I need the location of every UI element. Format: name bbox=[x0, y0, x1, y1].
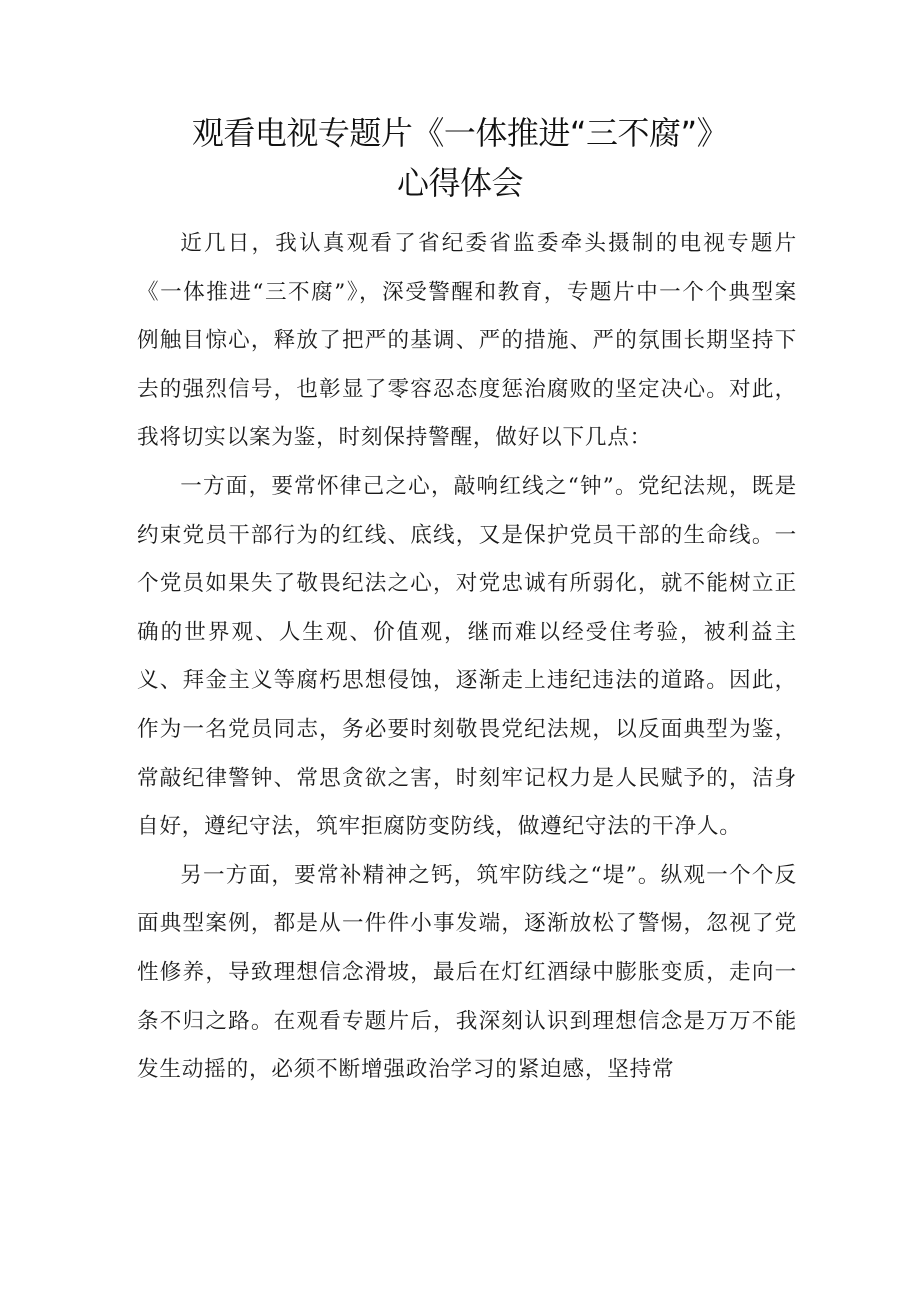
document-body bbox=[137, 220, 797, 1095]
paragraph-intro: 近几日，我认真观看了省纪委省监委牵头摄制的电视专题片《一体推进“三不腐”》，深受警醒和教育，专题片中一个个典型案例触目惊心，释放了把严的基调、严的措施、严的氛围长期坚持下去的强烈信号，也彰显了零容忍态度惩治腐败的坚定决心。对此，我将切实以案为鉴，时刻保持警醒，做好以下几点： bbox=[137, 231, 797, 451]
document-title-line1: 观看电视专题片《一体推进“三不腐”》 bbox=[191, 114, 729, 152]
paragraph-first-point: 一方面，要常怀律己之心，敲响红线之“钟”。党纪法规，既是约束党员干部行为的红线、底线，又是保护党员干部的生命线。一个党员如果失了敬畏纪法之心，对党忠诚有所弱化，就不能树立正确的世界观、人生观、价值观，继而难以经受住考验，被利益主义、拜金主义等腐朽思想侵蚀，逐渐走上违纪违法的道路。因此，作为一名党员同志，务必要时刻敬畏党纪法规，以反面典型为鉴，常敲纪律警钟、常思贪欲之害，时刻牢记权力是人民赋予的，洁身自好，遵纪守法，筑牢拒腐防变防线，做遵纪守法的干净人。 bbox=[137, 473, 797, 840]
paragraph-second-point: 另一方面，要常补精神之钙，筑牢防线之“堤”。纵观一个个反面典型案例，都是从一件件小事发端，逐渐放松了警惕，忽视了党性修养，导致理想信念滑坡，最后在灯红酒绿中膨胀变质，走向一条不归之路。在观看专题片后，我深刻认识到理想信念是万万不能发生动摇的，必须不断增强政治学习的紧迫感，坚持常 bbox=[137, 862, 797, 1083]
document-title-line2: 心得体会 bbox=[396, 164, 523, 202]
